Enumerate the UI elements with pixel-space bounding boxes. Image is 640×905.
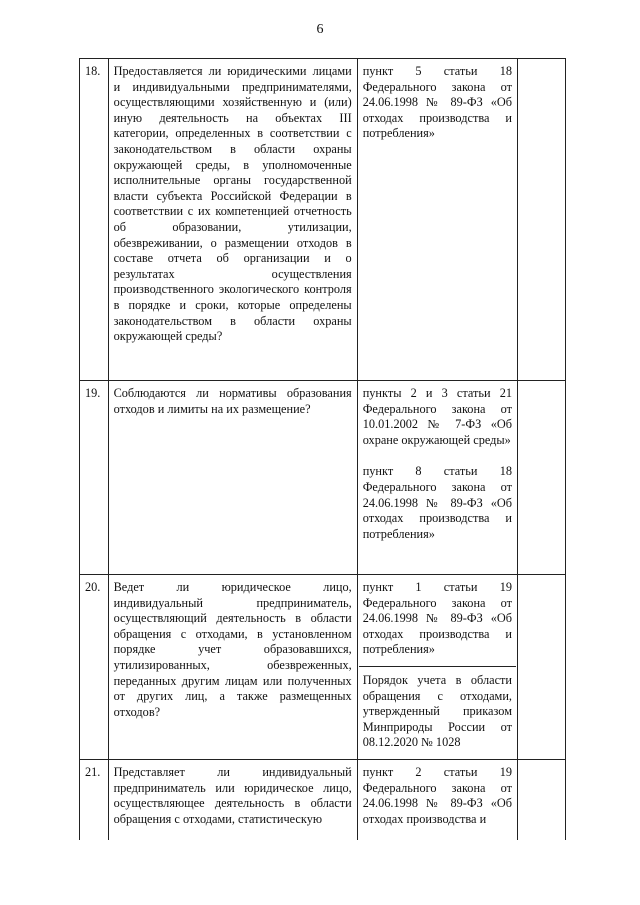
row-number: 21. (80, 759, 109, 853)
page-number: 6 (316, 22, 324, 37)
legal-reference-cell (357, 59, 517, 381)
row-number: 20. (80, 575, 109, 760)
legal-reference-cell (357, 759, 517, 853)
table-row (80, 59, 566, 381)
legal-reference: пункты 2 и 3 статьи 21 Федерального закона от 10.01.2002 № 7-ФЗ «Об охране окружающей среды» (362, 386, 512, 447)
empty-cell (518, 759, 566, 853)
checklist-table (79, 58, 566, 853)
question-cell: Представляет ли индивидуальный предприниматель или юридическое лицо, осуществляющее деятельность в области обращения с отходами, статистическую (108, 759, 357, 853)
legal-reference-cell (357, 381, 517, 575)
legal-reference: Порядок учета в области обращения с отходами, утвержденный приказом Минприроды России от 08.12.2020 № 1028 (359, 666, 516, 751)
table-row (80, 575, 566, 760)
legal-reference: пункт 2 статьи 19 Федерального закона от 24.06.1998 № 89-ФЗ «Об отходах производства и (362, 764, 512, 826)
legal-reference: пункт 1 статьи 19 Федерального закона от 24.06.1998 № 89-ФЗ «Об отходах производства и потребления» (362, 580, 512, 657)
legal-reference: пункт 8 статьи 18 Федерального закона от 24.06.1998 № 89-ФЗ «Об отходах производства и потребления» (362, 464, 512, 541)
row-number: 18. (80, 59, 109, 381)
legal-reference-cell (357, 575, 517, 760)
question-cell: Ведет ли юридическое лицо, индивидуальный предприниматель, осуществляющий деятельность в области обращения с отходами, в установленном порядке учет образовавшихся, утилизированных, обезвреженных, переданных другим лицам или полученных от других лиц, а также размещенных отходов? (108, 575, 357, 760)
empty-cell (518, 575, 566, 760)
question-cell: Предоставляется ли юридическими лицами и индивидуальными предпринимателями, осуществляющими хозяйственную и (или) иную деятельность на объектах III категории, определенных в соответствии с законодательством в области охраны окружающей среды, в уполномоченные исполнительные органы государственной власти субъекта Российской Федерации в соответствии с их компетенцией отчетность об образовании, утилизации, обезвреживании, о размещении отходов в составе отчета об организации и о результатах осуществления производственного экологического контроля в порядке и сроки, которые определены законодательством в области охраны окружающей среды? (108, 59, 357, 381)
legal-reference: пункт 5 статьи 18 Федерального закона от 24.06.1998 № 89-ФЗ «Об отходах производства и потребления» (362, 64, 512, 141)
row-number: 19. (80, 381, 109, 575)
table-row (80, 381, 566, 575)
table-row (80, 759, 566, 853)
empty-cell (518, 59, 566, 381)
question-cell: Соблюдаются ли нормативы образования отходов и лимиты на их размещение? (108, 381, 357, 575)
empty-cell (518, 381, 566, 575)
page-bottom-margin (0, 840, 640, 905)
